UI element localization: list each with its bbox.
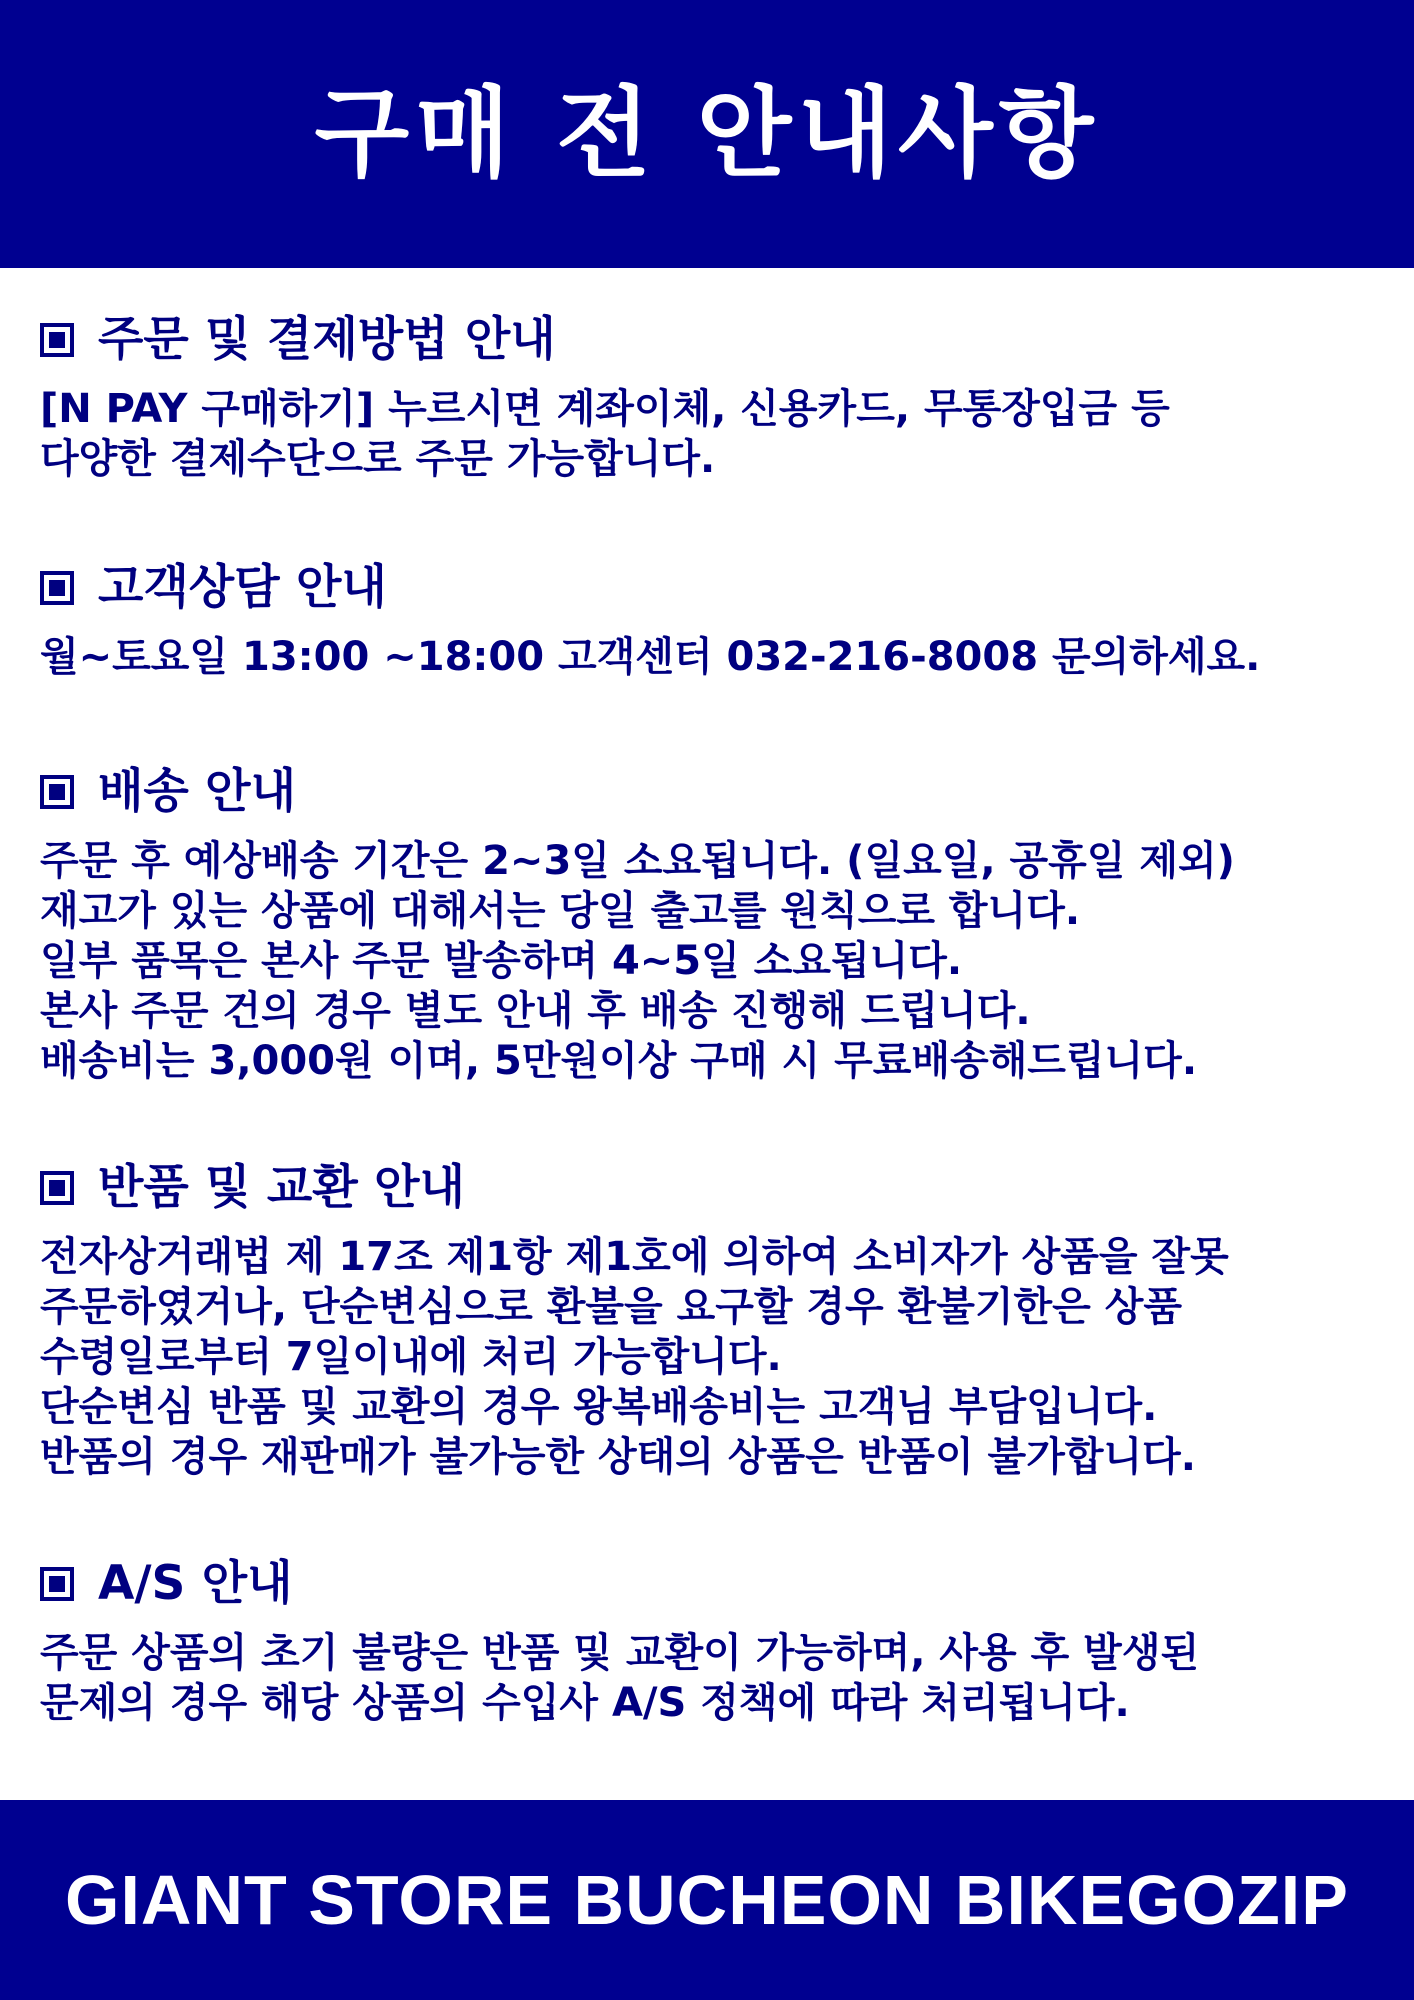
section-heading: [40, 544, 1380, 632]
section-return-exchange: [40, 1144, 1380, 1484]
section-body: [40, 1232, 1380, 1482]
section-shipping: [40, 748, 1380, 1088]
section-customer-service: [40, 544, 1380, 684]
body-line: 배송비는 3,000원 이며, 5만원이상 구매 시 무료배송해드립니다.: [40, 1038, 1198, 1084]
body-line: 일부 품목은 본사 주문 발송하며 4~5일 소요됩니다.: [40, 938, 963, 984]
store-name: GIANT STORE BUCHEON BIKEGOZIP: [65, 1861, 1349, 1939]
section-body: [40, 384, 1380, 484]
body-line: 주문 상품의 초기 불량은 반품 및 교환이 가능하며, 사용 후 발생된: [40, 1630, 1200, 1676]
page-footer: [0, 1800, 1414, 2000]
body-line: 주문하였거나, 단순변심으로 환불을 요구할 경우 환불기한은 상품: [40, 1284, 1183, 1330]
body-line: 전자상거래법 제 17조 제1항 제1호에 의하여 소비자가 상품을 잘못: [40, 1234, 1229, 1280]
section-body: [40, 1628, 1380, 1728]
section-heading-label: 주문 및 결제방법 안내: [98, 311, 556, 367]
section-heading: [40, 1144, 1380, 1232]
body-line: 문제의 경우 해당 상품의 수입사 A/S 정책에 따라 처리됩니다.: [40, 1680, 1130, 1726]
info-content: [40, 296, 1380, 1730]
section-heading-label: 고객상담 안내: [98, 559, 387, 615]
section-after-service: [40, 1540, 1380, 1730]
body-line: 재고가 있는 상품에 대해서는 당일 출고를 원칙으로 합니다.: [40, 888, 1081, 934]
body-line: 본사 주문 건의 경우 별도 안내 후 배송 진행해 드립니다.: [40, 988, 1031, 1034]
square-bullet-icon: [40, 323, 74, 357]
square-bullet-icon: [40, 1171, 74, 1205]
section-order-payment: [40, 296, 1380, 482]
section-heading: [40, 748, 1380, 836]
body-line: 다양한 결제수단으로 주문 가능합니다.: [40, 436, 716, 482]
body-line: 반품의 경우 재판매가 불가능한 상태의 상품은 반품이 불가합니다.: [40, 1434, 1196, 1480]
section-heading-label: A/S 안내: [98, 1555, 293, 1611]
body-line: 단순변심 반품 및 교환의 경우 왕복배송비는 고객님 부담입니다.: [40, 1384, 1158, 1430]
square-bullet-icon: [40, 1567, 74, 1601]
section-heading-label: 반품 및 교환 안내: [98, 1159, 465, 1215]
square-bullet-icon: [40, 775, 74, 809]
square-bullet-icon: [40, 571, 74, 605]
body-line: 월~토요일 13:00 ~18:00 고객센터 032-216-8008 문의하세요.: [40, 634, 1261, 680]
body-line: 수령일로부터 7일이내에 처리 가능합니다.: [40, 1334, 782, 1380]
section-heading: [40, 296, 1380, 384]
body-line: 주문 후 예상배송 기간은 2~3일 소요됩니다. (일요일, 공휴일 제외): [40, 838, 1235, 884]
section-heading: [40, 1540, 1380, 1628]
body-line: [N PAY 구매하기] 누르시면 계좌이체, 신용카드, 무통장입금 등: [40, 386, 1170, 432]
section-body: [40, 836, 1380, 1086]
page-header: [0, 0, 1414, 268]
section-body: [40, 632, 1380, 682]
page-title: 구매 전 안내사항: [314, 77, 1100, 191]
section-heading-label: 배송 안내: [98, 763, 296, 819]
